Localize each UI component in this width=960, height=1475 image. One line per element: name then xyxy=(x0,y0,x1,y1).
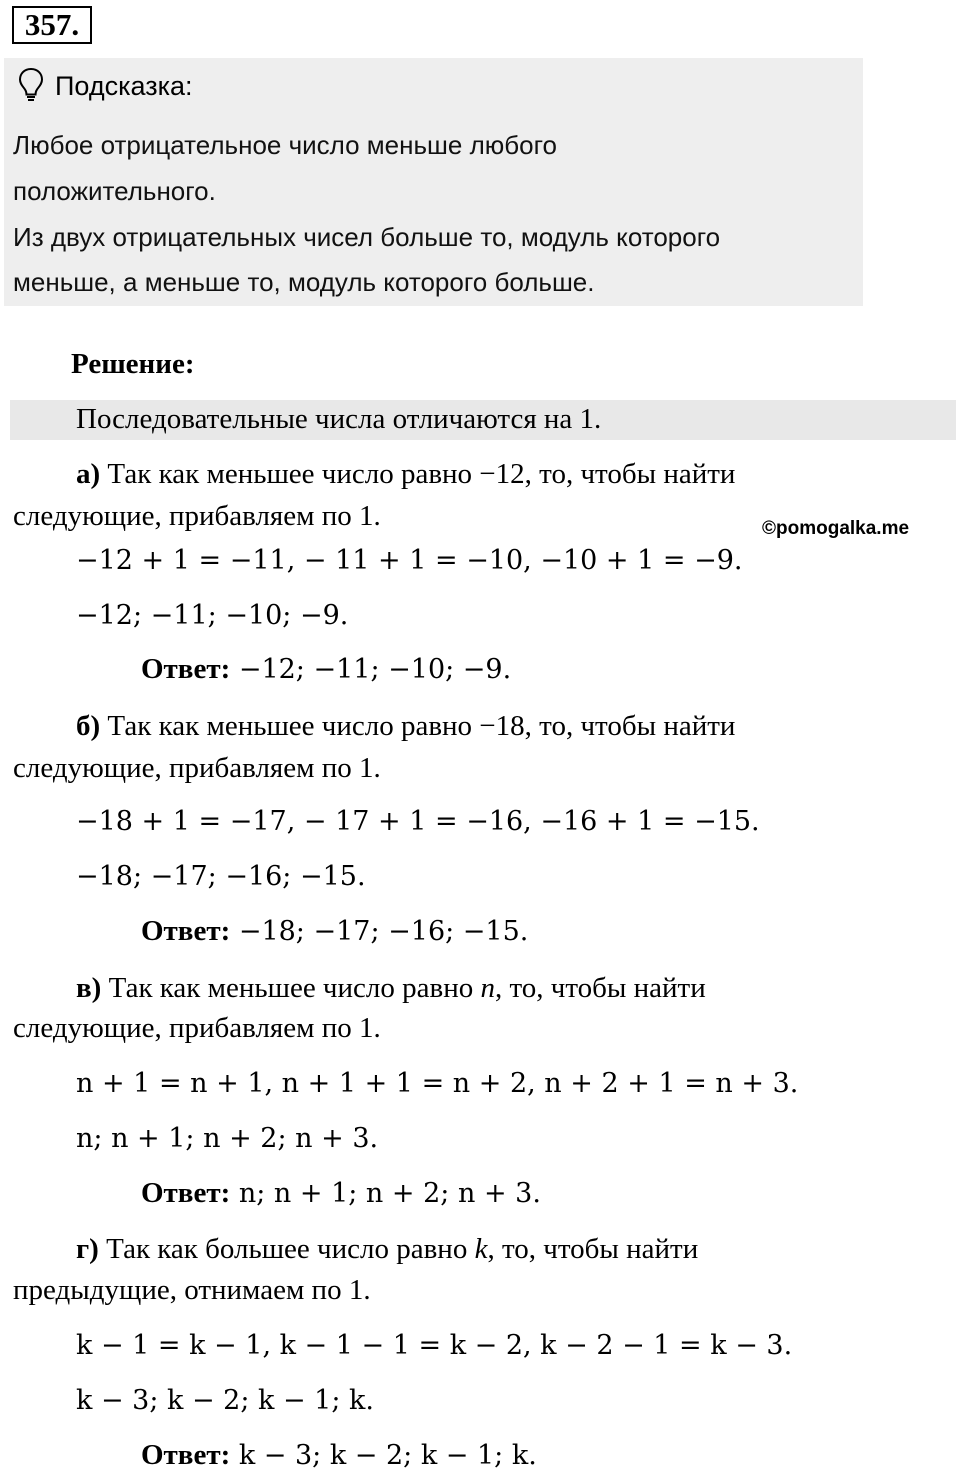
part-label: в) xyxy=(76,972,102,1004)
task-number: 357. xyxy=(12,6,92,44)
part-a-sequence: −12; −11; −10; −9. xyxy=(76,600,349,631)
lightbulb-icon xyxy=(17,66,45,104)
part-v-text: в) Так как меньшее число равно n, то, чтобы найти xyxy=(76,972,706,1004)
solution-title: Решение: xyxy=(71,348,195,380)
part-g-answer: Ответ: k − 3; k − 2; k − 1; k. xyxy=(141,1439,537,1471)
part-g-sequence: k − 3; k − 2; k − 1; k. xyxy=(76,1385,374,1416)
part-g-calc: k − 1 = k − 1, k − 1 − 1 = k − 2, k − 2 − 1 = k − 3. xyxy=(76,1330,793,1361)
part-b-calc: −18 + 1 = −17, − 17 + 1 = −16, −16 + 1 = −15. xyxy=(76,806,760,837)
part-label: г) xyxy=(76,1233,99,1265)
watermark: ©pomogalka.me xyxy=(762,518,910,539)
hint-line: меньше, а меньше то, модуль которого больше. xyxy=(13,267,595,297)
part-a-text: а) Так как меньшее число равно −12, то, чтобы найти xyxy=(76,458,736,490)
answer-label: Ответ: xyxy=(141,1177,231,1209)
part-v-calc: n + 1 = n + 1, n + 1 + 1 = n + 2, n + 2 + 1 = n + 3. xyxy=(76,1068,799,1099)
answer-label: Ответ: xyxy=(141,915,231,947)
hint-line: Из двух отрицательных чисел больше то, модуль которого xyxy=(13,222,721,252)
part-v-text2: следующие, прибавляем по 1. xyxy=(13,1012,381,1044)
hint-title: Подсказка: xyxy=(55,71,193,101)
answer-label: Ответ: xyxy=(141,653,231,685)
hint-line: положительного. xyxy=(13,176,216,206)
part-b-answer: Ответ: −18; −17; −16; −15. xyxy=(141,915,529,947)
part-label: б) xyxy=(76,710,101,742)
part-v-answer: Ответ: n; n + 1; n + 2; n + 3. xyxy=(141,1177,541,1209)
hint-line: Любое отрицательное число меньше любого xyxy=(13,130,557,160)
part-b-sequence: −18; −17; −16; −15. xyxy=(76,861,366,892)
part-b-text2: следующие, прибавляем по 1. xyxy=(13,752,381,784)
part-label: а) xyxy=(76,458,101,490)
part-b-text: б) Так как меньшее число равно −18, то, чтобы найти xyxy=(76,710,736,742)
part-g-text: г) Так как большее число равно k, то, чтобы найти xyxy=(76,1233,699,1265)
part-a-calc: −12 + 1 = −11, − 11 + 1 = −10, −10 + 1 = −9. xyxy=(76,545,743,576)
answer-label: Ответ: xyxy=(141,1439,231,1471)
solution-note: Последовательные числа отличаются на 1. xyxy=(76,403,602,435)
part-a-text2: следующие, прибавляем по 1. xyxy=(13,500,381,532)
part-g-text2: предыдущие, отнимаем по 1. xyxy=(13,1274,371,1306)
part-a-answer: Ответ: −12; −11; −10; −9. xyxy=(141,653,512,685)
part-v-sequence: n; n + 1; n + 2; n + 3. xyxy=(76,1123,379,1154)
